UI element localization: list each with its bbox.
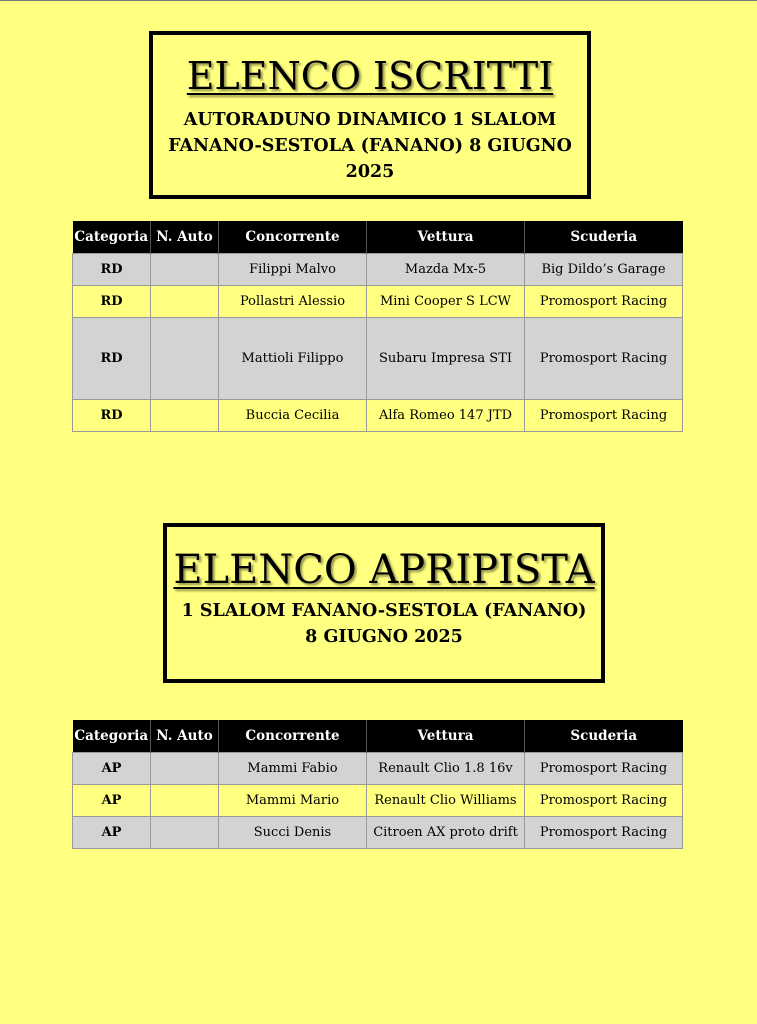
column-header-categoria: Categoria <box>73 221 151 254</box>
cell-concorrente: Mammi Fabio <box>219 753 367 785</box>
cell-n-auto <box>151 318 219 400</box>
iscritti-subtitle <box>153 107 587 185</box>
apripista-subtitle <box>167 598 601 650</box>
column-header-n-auto: N. Auto <box>151 720 219 753</box>
cell-vettura: Renault Clio 1.8 16v <box>367 753 525 785</box>
iscritti-subtitle-line: FANANO-SESTOLA (FANANO) 8 GIUGNO <box>168 136 572 156</box>
cell-categoria: RD <box>73 286 151 318</box>
apripista-title-box <box>163 523 605 683</box>
table-row <box>73 817 683 849</box>
apripista-title: ELENCO APRIPISTA <box>173 547 595 593</box>
cell-vettura: Renault Clio Williams <box>367 785 525 817</box>
column-header-vettura: Vettura <box>367 720 525 753</box>
cell-concorrente: Buccia Cecilia <box>219 400 367 432</box>
cell-vettura: Mini Cooper S LCW <box>367 286 525 318</box>
iscritti-table <box>72 221 683 432</box>
cell-concorrente: Pollastri Alessio <box>219 286 367 318</box>
cell-categoria: RD <box>73 318 151 400</box>
cell-scuderia: Promosport Racing <box>525 286 683 318</box>
apripista-table <box>72 720 683 849</box>
cell-vettura: Subaru Impresa STI <box>367 318 525 400</box>
cell-concorrente: Filippi Malvo <box>219 254 367 286</box>
cell-n-auto <box>151 400 219 432</box>
column-header-concorrente: Concorrente <box>219 221 367 254</box>
cell-concorrente: Succi Denis <box>219 817 367 849</box>
column-header-vettura: Vettura <box>367 221 525 254</box>
cell-vettura: Mazda Mx-5 <box>367 254 525 286</box>
cell-concorrente: Mammi Mario <box>219 785 367 817</box>
cell-scuderia: Promosport Racing <box>525 400 683 432</box>
iscritti-subtitle-line: AUTORADUNO DINAMICO 1 SLALOM <box>183 110 557 130</box>
apripista-subtitle-line: 1 SLALOM FANANO-SESTOLA (FANANO) <box>181 601 587 621</box>
iscritti-title: ELENCO ISCRITTI <box>186 54 554 98</box>
cell-scuderia: Promosport Racing <box>525 785 683 817</box>
column-header-scuderia: Scuderia <box>525 221 683 254</box>
cell-concorrente: Mattioli Filippo <box>219 318 367 400</box>
iscritti-title-box <box>149 31 591 199</box>
cell-scuderia: Promosport Racing <box>525 817 683 849</box>
cell-categoria: AP <box>73 817 151 849</box>
column-header-n-auto: N. Auto <box>151 221 219 254</box>
cell-categoria: RD <box>73 254 151 286</box>
cell-categoria: AP <box>73 785 151 817</box>
table-row <box>73 254 683 286</box>
table-row <box>73 753 683 785</box>
column-header-scuderia: Scuderia <box>525 720 683 753</box>
table-header-row <box>73 720 683 753</box>
iscritti-subtitle-line: 2025 <box>345 162 395 182</box>
table-header-row <box>73 221 683 254</box>
column-header-concorrente: Concorrente <box>219 720 367 753</box>
table-row <box>73 318 683 400</box>
cell-scuderia: Big Dildo’s Garage <box>525 254 683 286</box>
cell-vettura: Citroen AX proto drift <box>367 817 525 849</box>
cell-categoria: RD <box>73 400 151 432</box>
table-row <box>73 400 683 432</box>
cell-vettura: Alfa Romeo 147 JTD <box>367 400 525 432</box>
cell-n-auto <box>151 286 219 318</box>
cell-n-auto <box>151 753 219 785</box>
apripista-subtitle-line: 8 GIUGNO 2025 <box>305 627 463 647</box>
column-header-categoria: Categoria <box>73 720 151 753</box>
page-top-border <box>0 0 757 1</box>
cell-n-auto <box>151 785 219 817</box>
cell-n-auto <box>151 254 219 286</box>
table-row <box>73 785 683 817</box>
cell-scuderia: Promosport Racing <box>525 318 683 400</box>
cell-scuderia: Promosport Racing <box>525 753 683 785</box>
cell-n-auto <box>151 817 219 849</box>
cell-categoria: AP <box>73 753 151 785</box>
table-row <box>73 286 683 318</box>
